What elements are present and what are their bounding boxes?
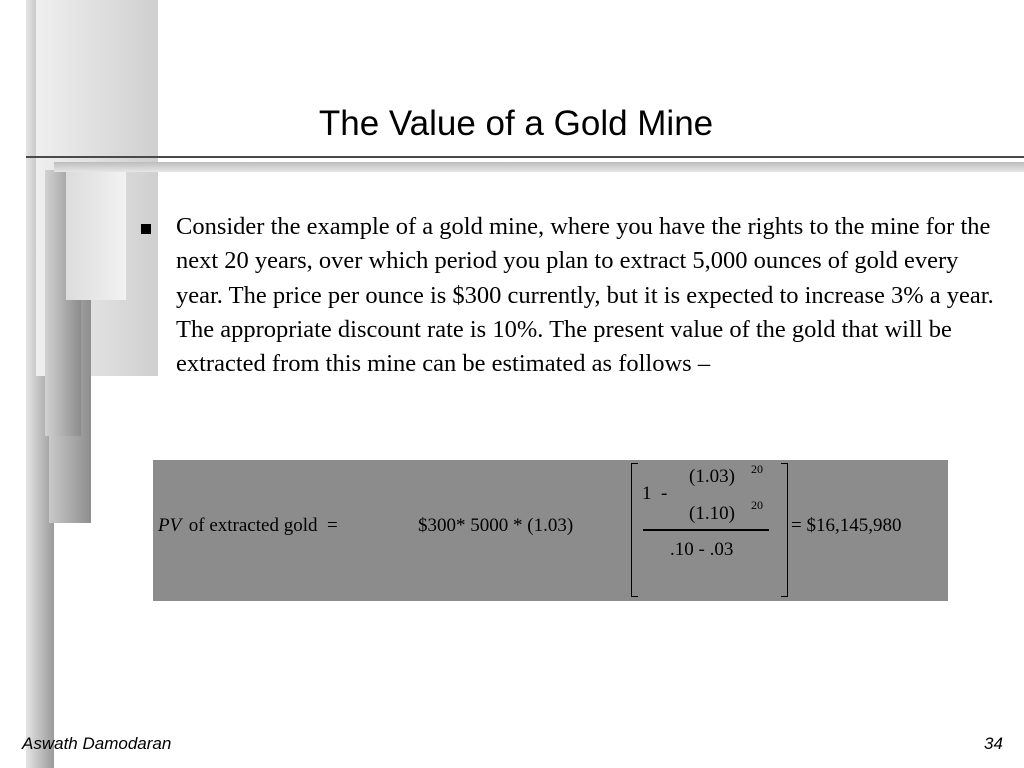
left-bracket (631, 463, 638, 597)
bullet-square-icon (141, 224, 151, 234)
formula-box (153, 460, 948, 601)
formula-lhs: of extracted gold = (184, 515, 338, 536)
title-underbar (54, 162, 1024, 172)
right-bracket (781, 463, 788, 597)
formula-multiplier: $300* 5000 * (1.03) (418, 515, 574, 536)
formula-result: = $16,145,980 (791, 515, 902, 536)
discount-exponent: 20 (751, 498, 763, 512)
one-minus: 1 - (642, 483, 668, 504)
footer-author: Aswath Damodaran (22, 734, 172, 753)
growth-factor: (1.03) (689, 466, 735, 487)
title-divider (26, 156, 1024, 158)
denominator: .10 - .03 (670, 539, 734, 560)
decorative-bar (66, 170, 126, 300)
pv-symbol: PV (158, 515, 182, 536)
bullet-text: Consider the example of a gold mine, where you have the rights to the mine for the next 20 years, over which period you plan to extract 5,000 ounces of gold every year. The price per ounce is $300 currently, but it is expected to increase 3% a year. The appropriate discount rate is 10%. The present value of the gold that will be extracted from this mine can be estimated as follows – (176, 213, 994, 378)
page-number: 34 (984, 734, 1003, 753)
slide-title: The Value of a Gold Mine (318, 104, 714, 143)
discount-factor: (1.10) (689, 503, 735, 524)
growth-exponent: 20 (751, 462, 763, 476)
fraction-bar (643, 529, 769, 531)
